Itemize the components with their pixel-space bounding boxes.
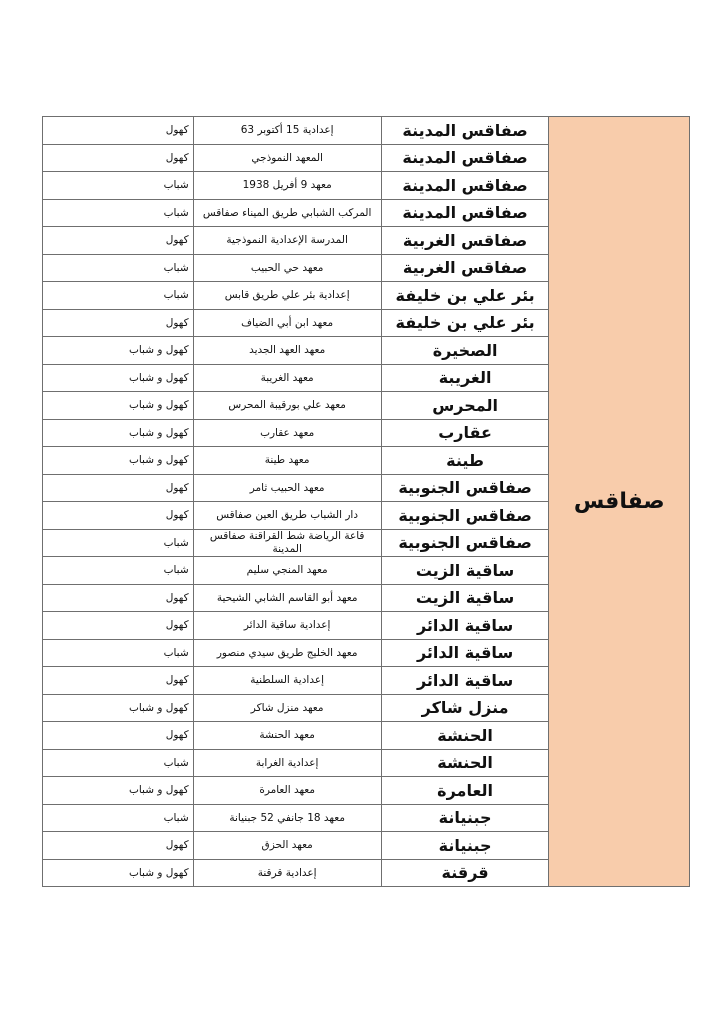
delegation-cell: ساقية الدائر <box>381 612 549 640</box>
venue-cell: معهد 9 أفريل 1938 <box>193 172 381 200</box>
delegation-cell: العامرة <box>381 777 549 805</box>
category-cell: كهول <box>43 612 194 640</box>
venue-cell: معهد العامرة <box>193 777 381 805</box>
venue-cell: معهد 18 جانفي 52 جبنيانة <box>193 804 381 832</box>
venue-cell: معهد الغريبة <box>193 364 381 392</box>
delegation-cell: الصخيرة <box>381 337 549 365</box>
delegation-cell: بئر علي بن خليفة <box>381 309 549 337</box>
venue-cell: معهد العهد الجديد <box>193 337 381 365</box>
venue-cell: إعدادية الغرابة <box>193 749 381 777</box>
delegation-cell: ساقية الدائر <box>381 639 549 667</box>
delegation-cell: منزل شاكر <box>381 694 549 722</box>
delegation-cell: صفاقس الغربية <box>381 254 549 282</box>
delegation-cell: جبنيانة <box>381 832 549 860</box>
delegation-cell: صفاقس المدينة <box>381 144 549 172</box>
venue-cell: معهد طينة <box>193 447 381 475</box>
venue-cell: إعدادية بئر علي طريق قابس <box>193 282 381 310</box>
delegation-cell: صفاقس الجنوبية <box>381 502 549 530</box>
venue-table-body <box>43 117 690 887</box>
category-cell: شباب <box>43 172 194 200</box>
category-cell: كهول و شباب <box>43 777 194 805</box>
venue-cell: إعدادية السلطنية <box>193 667 381 695</box>
category-cell: شباب <box>43 749 194 777</box>
delegation-cell: الحنشة <box>381 749 549 777</box>
delegation-cell: بئر علي بن خليفة <box>381 282 549 310</box>
category-cell: كهول <box>43 227 194 255</box>
venue-cell: معهد الحبيب ثامر <box>193 474 381 502</box>
category-cell: شباب <box>43 529 194 557</box>
venue-cell: معهد الخليج طريق سيدي منصور <box>193 639 381 667</box>
category-cell: شباب <box>43 282 194 310</box>
venue-table <box>42 116 690 887</box>
category-cell: شباب <box>43 804 194 832</box>
venue-cell: المدرسة الإعدادية النموذجية <box>193 227 381 255</box>
delegation-cell: صفاقس المدينة <box>381 199 549 227</box>
venue-cell: معهد عقارب <box>193 419 381 447</box>
venue-cell: دار الشباب طريق العين صفاقس <box>193 502 381 530</box>
category-cell: شباب <box>43 639 194 667</box>
delegation-cell: المحرس <box>381 392 549 420</box>
category-cell: كهول و شباب <box>43 419 194 447</box>
venue-cell: إعدادية قرقنة <box>193 859 381 887</box>
category-cell: كهول <box>43 309 194 337</box>
category-cell: كهول و شباب <box>43 337 194 365</box>
delegation-cell: صفاقس المدينة <box>381 172 549 200</box>
category-cell: كهول <box>43 722 194 750</box>
venue-cell: معهد ابن أبي الضياف <box>193 309 381 337</box>
table-row <box>43 117 690 145</box>
region-cell: صفاقس <box>549 117 690 887</box>
category-cell: كهول <box>43 144 194 172</box>
category-cell: شباب <box>43 557 194 585</box>
delegation-cell: قرقنة <box>381 859 549 887</box>
delegation-cell: ساقية الدائر <box>381 667 549 695</box>
category-cell: كهول <box>43 584 194 612</box>
category-cell: كهول و شباب <box>43 447 194 475</box>
delegation-cell: صفاقس المدينة <box>381 117 549 145</box>
delegation-cell: جبنيانة <box>381 804 549 832</box>
category-cell: شباب <box>43 254 194 282</box>
category-cell: كهول <box>43 117 194 145</box>
delegation-cell: صفاقس الجنوبية <box>381 529 549 557</box>
category-cell: كهول و شباب <box>43 859 194 887</box>
venue-cell: إعدادية 15 أكتوبر 63 <box>193 117 381 145</box>
category-cell: كهول و شباب <box>43 694 194 722</box>
venue-cell: معهد أبو القاسم الشابي الشيحية <box>193 584 381 612</box>
category-cell: كهول و شباب <box>43 392 194 420</box>
category-cell: كهول <box>43 832 194 860</box>
delegation-cell: صفاقس الغربية <box>381 227 549 255</box>
delegation-cell: صفاقس الجنوبية <box>381 474 549 502</box>
venue-cell: معهد الحزق <box>193 832 381 860</box>
venue-cell: معهد المنجي سليم <box>193 557 381 585</box>
venue-cell: معهد علي بورقيبة المحرس <box>193 392 381 420</box>
delegation-cell: الغريبة <box>381 364 549 392</box>
category-cell: كهول و شباب <box>43 364 194 392</box>
delegation-cell: الحنشة <box>381 722 549 750</box>
category-cell: كهول <box>43 502 194 530</box>
venue-cell: المعهد النموذجي <box>193 144 381 172</box>
venue-cell: معهد حي الحبيب <box>193 254 381 282</box>
category-cell: كهول <box>43 667 194 695</box>
delegation-cell: عقارب <box>381 419 549 447</box>
venue-cell: إعدادية ساقية الدائر <box>193 612 381 640</box>
venue-cell: معهد الحنشة <box>193 722 381 750</box>
category-cell: شباب <box>43 199 194 227</box>
venue-cell: قاعة الرياضة شط القراقنة صفاقس المدينة <box>193 529 381 557</box>
venue-cell: معهد منزل شاكر <box>193 694 381 722</box>
venue-cell: المركب الشبابي طريق الميناء صفاقس <box>193 199 381 227</box>
category-cell: كهول <box>43 474 194 502</box>
delegation-cell: طينة <box>381 447 549 475</box>
delegation-cell: ساقية الزيت <box>381 557 549 585</box>
delegation-cell: ساقية الزيت <box>381 584 549 612</box>
